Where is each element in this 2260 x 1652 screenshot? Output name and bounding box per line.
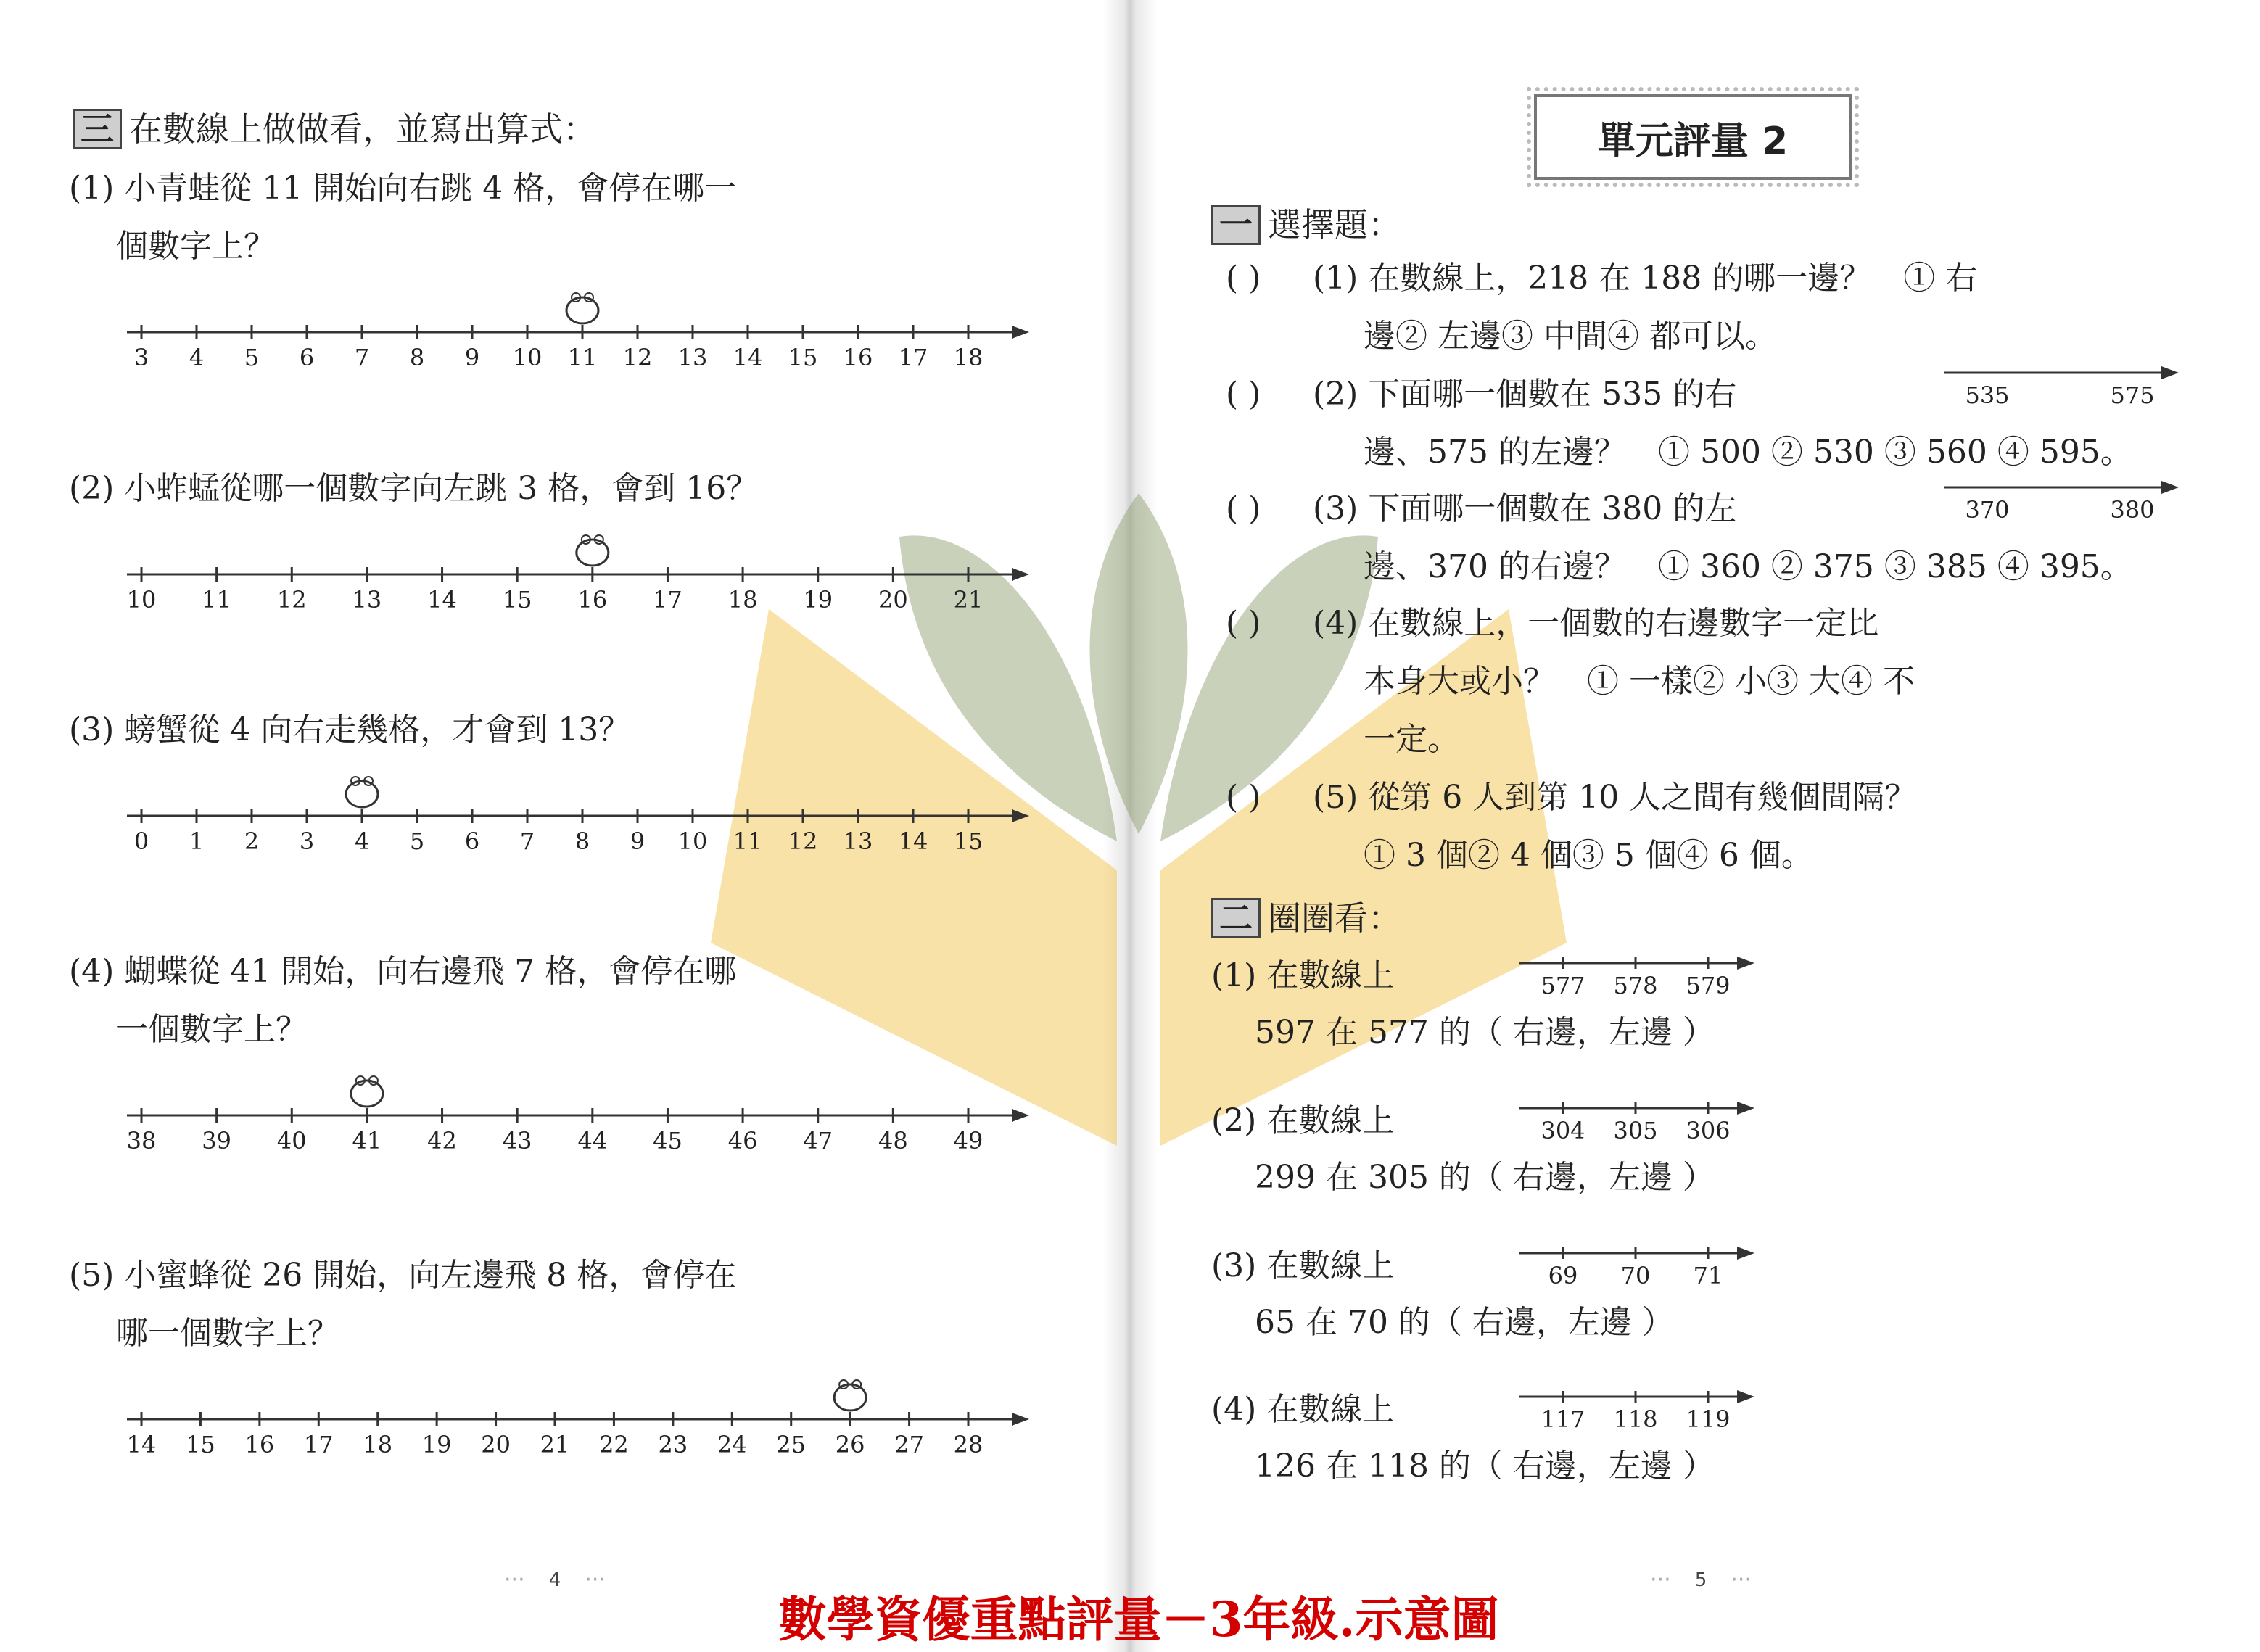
tick-label: 24 bbox=[717, 1431, 747, 1458]
tick-label: 16 bbox=[577, 586, 608, 614]
tick-label: 380 bbox=[2110, 496, 2155, 524]
tick-label: 9 bbox=[630, 827, 646, 855]
tick-label: 12 bbox=[622, 344, 653, 371]
tick-label: 7 bbox=[354, 344, 370, 371]
tick-label: 0 bbox=[133, 827, 149, 855]
tick-label: 4 bbox=[189, 344, 205, 371]
question-text-line1: (1) 在數線上，218 在 188 的哪一邊？ ① 右 bbox=[1313, 260, 1978, 297]
tick-label: 15 bbox=[953, 827, 983, 855]
tick-label: 305 bbox=[1613, 1117, 1658, 1144]
problem-text-line2: 一個數字上？ bbox=[116, 1011, 308, 1048]
mini-number-line bbox=[1944, 358, 2190, 416]
tick-label: 13 bbox=[677, 344, 708, 371]
number-line bbox=[126, 1376, 1041, 1458]
circle-question-line1: (3) 在數線上 bbox=[1211, 1247, 1395, 1284]
tick-label: 575 bbox=[2110, 381, 2155, 409]
tick-label: 16 bbox=[843, 344, 873, 371]
tick-label: 8 bbox=[574, 827, 590, 855]
tick-label: 18 bbox=[953, 344, 983, 371]
section-title: 選擇題： bbox=[1268, 205, 1401, 244]
bee-icon bbox=[834, 1380, 866, 1411]
tick-label: 370 bbox=[1965, 496, 2010, 524]
page-number-left: ··· 4 ··· bbox=[533, 1562, 577, 1598]
problem-text-line1: (5) 小蜜蜂從 26 開始，向左邊飛 8 格，會停在 bbox=[69, 1257, 737, 1294]
tick-label: 15 bbox=[788, 344, 818, 371]
tick-label: 46 bbox=[727, 1127, 758, 1155]
tick-label: 21 bbox=[540, 1431, 570, 1458]
question-text-line2: 本身大或小？ ① 一樣② 小③ 大④ 不 bbox=[1364, 663, 1915, 700]
tick-label: 18 bbox=[363, 1431, 393, 1458]
section-number: 一 bbox=[1211, 205, 1261, 245]
question-text-line2: 邊② 左邊③ 中間④ 都可以。 bbox=[1364, 318, 1777, 355]
tick-label: 48 bbox=[878, 1127, 908, 1155]
question-text-line1: (2) 下面哪一個數在 535 的右 bbox=[1313, 376, 1737, 413]
section-three-heading bbox=[73, 109, 596, 149]
tick-label: 49 bbox=[953, 1127, 983, 1155]
tick-label: 14 bbox=[733, 344, 763, 371]
problem-text-line1: (1) 小青蛙從 11 開始向右跳 4 格，會停在哪一 bbox=[69, 170, 737, 207]
circle-question-line2: 65 在 70 的（ 右邊，左邊 ） bbox=[1255, 1304, 1674, 1341]
circle-question-line2: 126 在 118 的（ 右邊，左邊 ） bbox=[1255, 1447, 1715, 1484]
problem-text-line2: 哪一個數字上？ bbox=[116, 1315, 339, 1352]
arrow-head-icon bbox=[1012, 568, 1029, 581]
answer-blank: ( ) bbox=[1226, 605, 1261, 642]
arrow-head-icon bbox=[2161, 366, 2179, 379]
arrow-head-icon bbox=[1737, 1390, 1754, 1403]
tick-label: 13 bbox=[843, 827, 873, 855]
mini-number-line bbox=[1519, 1094, 1781, 1152]
question-text-line3: 一定。 bbox=[1364, 721, 1459, 758]
tick-label: 41 bbox=[352, 1127, 382, 1155]
tick-label: 47 bbox=[803, 1127, 833, 1155]
tick-label: 3 bbox=[299, 827, 315, 855]
tick-label: 17 bbox=[303, 1431, 334, 1458]
unit-title: 單元評量 2 bbox=[1597, 119, 1789, 163]
mini-number-line bbox=[1519, 949, 1781, 1007]
problem-text-line1: (2) 小蚱蜢從哪一個數字向左跳 3 格，會到 16？ bbox=[69, 470, 759, 507]
tick-label: 1 bbox=[189, 827, 205, 855]
arrow-head-icon bbox=[1737, 1247, 1754, 1260]
tick-label: 22 bbox=[599, 1431, 629, 1458]
tick-label: 9 bbox=[464, 344, 480, 371]
crab-icon bbox=[346, 777, 378, 807]
tick-label: 19 bbox=[803, 586, 833, 614]
problem-text-line1: (4) 蝴蝶從 41 開始，向右邊飛 7 格，會停在哪 bbox=[69, 953, 737, 990]
tick-label: 27 bbox=[894, 1431, 924, 1458]
tick-label: 10 bbox=[126, 586, 157, 614]
section-title: 在數線上做做看，並寫出算式： bbox=[129, 110, 596, 149]
arrow-head-icon bbox=[1012, 809, 1029, 822]
tick-label: 10 bbox=[677, 827, 708, 855]
tick-label: 5 bbox=[244, 344, 260, 371]
tick-label: 70 bbox=[1620, 1262, 1651, 1289]
tick-label: 304 bbox=[1541, 1117, 1585, 1144]
mini-number-line bbox=[1519, 1239, 1781, 1297]
number-line bbox=[127, 772, 1041, 855]
tick-label: 39 bbox=[202, 1127, 231, 1155]
answer-blank: ( ) bbox=[1226, 779, 1261, 816]
answer-blank: ( ) bbox=[1226, 376, 1261, 413]
tick-label: 578 bbox=[1613, 972, 1658, 999]
tick-label: 14 bbox=[126, 1431, 157, 1458]
tick-label: 306 bbox=[1686, 1117, 1731, 1144]
tick-label: 11 bbox=[202, 586, 231, 614]
tick-label: 13 bbox=[352, 586, 382, 614]
tick-label: 17 bbox=[653, 586, 682, 614]
section-title: 圈圈看： bbox=[1268, 899, 1401, 938]
arrow-head-icon bbox=[2161, 481, 2179, 494]
tick-label: 42 bbox=[427, 1127, 457, 1155]
answer-blank: ( ) bbox=[1226, 490, 1261, 527]
tick-label: 43 bbox=[502, 1127, 532, 1155]
tick-label: 21 bbox=[953, 586, 983, 614]
tick-label: 5 bbox=[409, 827, 425, 855]
frog-icon bbox=[566, 293, 598, 323]
question-text-line2: 邊、370 的右邊？ ① 360 ② 375 ③ 385 ④ 395。 bbox=[1364, 548, 2132, 585]
tick-label: 6 bbox=[464, 827, 480, 855]
number-line bbox=[127, 289, 1041, 371]
tick-label: 15 bbox=[502, 586, 532, 614]
tick-label: 12 bbox=[276, 586, 307, 614]
tick-label: 40 bbox=[276, 1127, 307, 1155]
tick-label: 23 bbox=[658, 1431, 688, 1458]
tick-label: 10 bbox=[512, 344, 543, 371]
tick-label: 12 bbox=[788, 827, 818, 855]
question-text-line2: 邊、575 的左邊？ ① 500 ② 530 ③ 560 ④ 595。 bbox=[1364, 434, 2132, 471]
tick-label: 7 bbox=[519, 827, 535, 855]
grasshopper-icon bbox=[577, 535, 609, 566]
tick-label: 69 bbox=[1548, 1262, 1578, 1289]
arrow-head-icon bbox=[1737, 957, 1754, 970]
question-text-line2: ① 3 個② 4 個③ 5 個④ 6 個。 bbox=[1364, 837, 1813, 874]
question-text-line1: (5) 從第 6 人到第 10 人之間有幾個間隔？ bbox=[1313, 779, 1917, 816]
tick-label: 20 bbox=[878, 586, 908, 614]
tick-label: 71 bbox=[1693, 1262, 1723, 1289]
tick-label: 17 bbox=[898, 344, 928, 371]
section-two-heading bbox=[1211, 898, 1401, 938]
tick-label: 20 bbox=[481, 1431, 511, 1458]
answer-blank: ( ) bbox=[1226, 260, 1261, 297]
unit-title-box bbox=[1534, 94, 1852, 180]
arrow-head-icon bbox=[1737, 1102, 1754, 1115]
arrow-head-icon bbox=[1012, 1413, 1029, 1426]
problem-text-line1: (3) 螃蟹從 4 向右走幾格，才會到 13？ bbox=[69, 711, 631, 748]
tick-label: 45 bbox=[653, 1127, 682, 1155]
tick-label: 18 bbox=[727, 586, 758, 614]
tick-label: 6 bbox=[299, 344, 315, 371]
number-line bbox=[126, 1072, 1041, 1155]
page-number-right: ··· 5 ··· bbox=[1679, 1562, 1723, 1598]
circle-question-line1: (2) 在數線上 bbox=[1211, 1102, 1395, 1139]
tick-label: 14 bbox=[427, 586, 457, 614]
mini-number-line bbox=[1944, 473, 2190, 531]
arrow-head-icon bbox=[1012, 1109, 1029, 1122]
tick-label: 14 bbox=[898, 827, 928, 855]
tick-label: 38 bbox=[126, 1127, 157, 1155]
tick-label: 15 bbox=[186, 1431, 215, 1458]
number-line bbox=[126, 531, 1041, 614]
mini-number-line bbox=[1519, 1382, 1781, 1440]
tick-label: 16 bbox=[244, 1431, 275, 1458]
section-number: 二 bbox=[1211, 898, 1261, 938]
footer-caption: 數學資優重點評量－3年級.示意圖 bbox=[778, 1591, 1499, 1648]
tick-label: 117 bbox=[1541, 1405, 1585, 1433]
question-text-line1: (4) 在數線上，一個數的右邊數字一定比 bbox=[1313, 605, 1879, 642]
circle-question-line1: (1) 在數線上 bbox=[1211, 957, 1395, 994]
tick-label: 19 bbox=[421, 1431, 452, 1458]
tick-label: 11 bbox=[567, 344, 598, 371]
circle-question-line1: (4) 在數線上 bbox=[1211, 1391, 1395, 1428]
tick-label: 119 bbox=[1686, 1405, 1731, 1433]
tick-label: 4 bbox=[354, 827, 370, 855]
tick-label: 28 bbox=[953, 1431, 983, 1458]
tick-label: 579 bbox=[1686, 972, 1731, 999]
tick-label: 44 bbox=[577, 1127, 608, 1155]
tick-label: 535 bbox=[1965, 381, 2010, 409]
tick-label: 3 bbox=[133, 344, 149, 371]
section-number: 三 bbox=[73, 109, 122, 149]
tick-label: 25 bbox=[776, 1431, 807, 1458]
tick-label: 118 bbox=[1613, 1405, 1658, 1433]
question-text-line1: (3) 下面哪一個數在 380 的左 bbox=[1313, 490, 1737, 527]
tick-label: 577 bbox=[1541, 972, 1585, 999]
tick-label: 8 bbox=[409, 344, 425, 371]
tick-label: 26 bbox=[835, 1431, 865, 1458]
tick-label: 2 bbox=[244, 827, 260, 855]
butterfly-icon bbox=[351, 1076, 383, 1107]
circle-question-line2: 597 在 577 的（ 右邊，左邊 ） bbox=[1255, 1014, 1715, 1051]
arrow-head-icon bbox=[1012, 326, 1029, 339]
circle-question-line2: 299 在 305 的（ 右邊，左邊 ） bbox=[1255, 1159, 1715, 1196]
problem-text-line2: 個數字上？ bbox=[116, 228, 276, 265]
section-one-heading bbox=[1211, 205, 1401, 245]
tick-label: 11 bbox=[733, 827, 763, 855]
